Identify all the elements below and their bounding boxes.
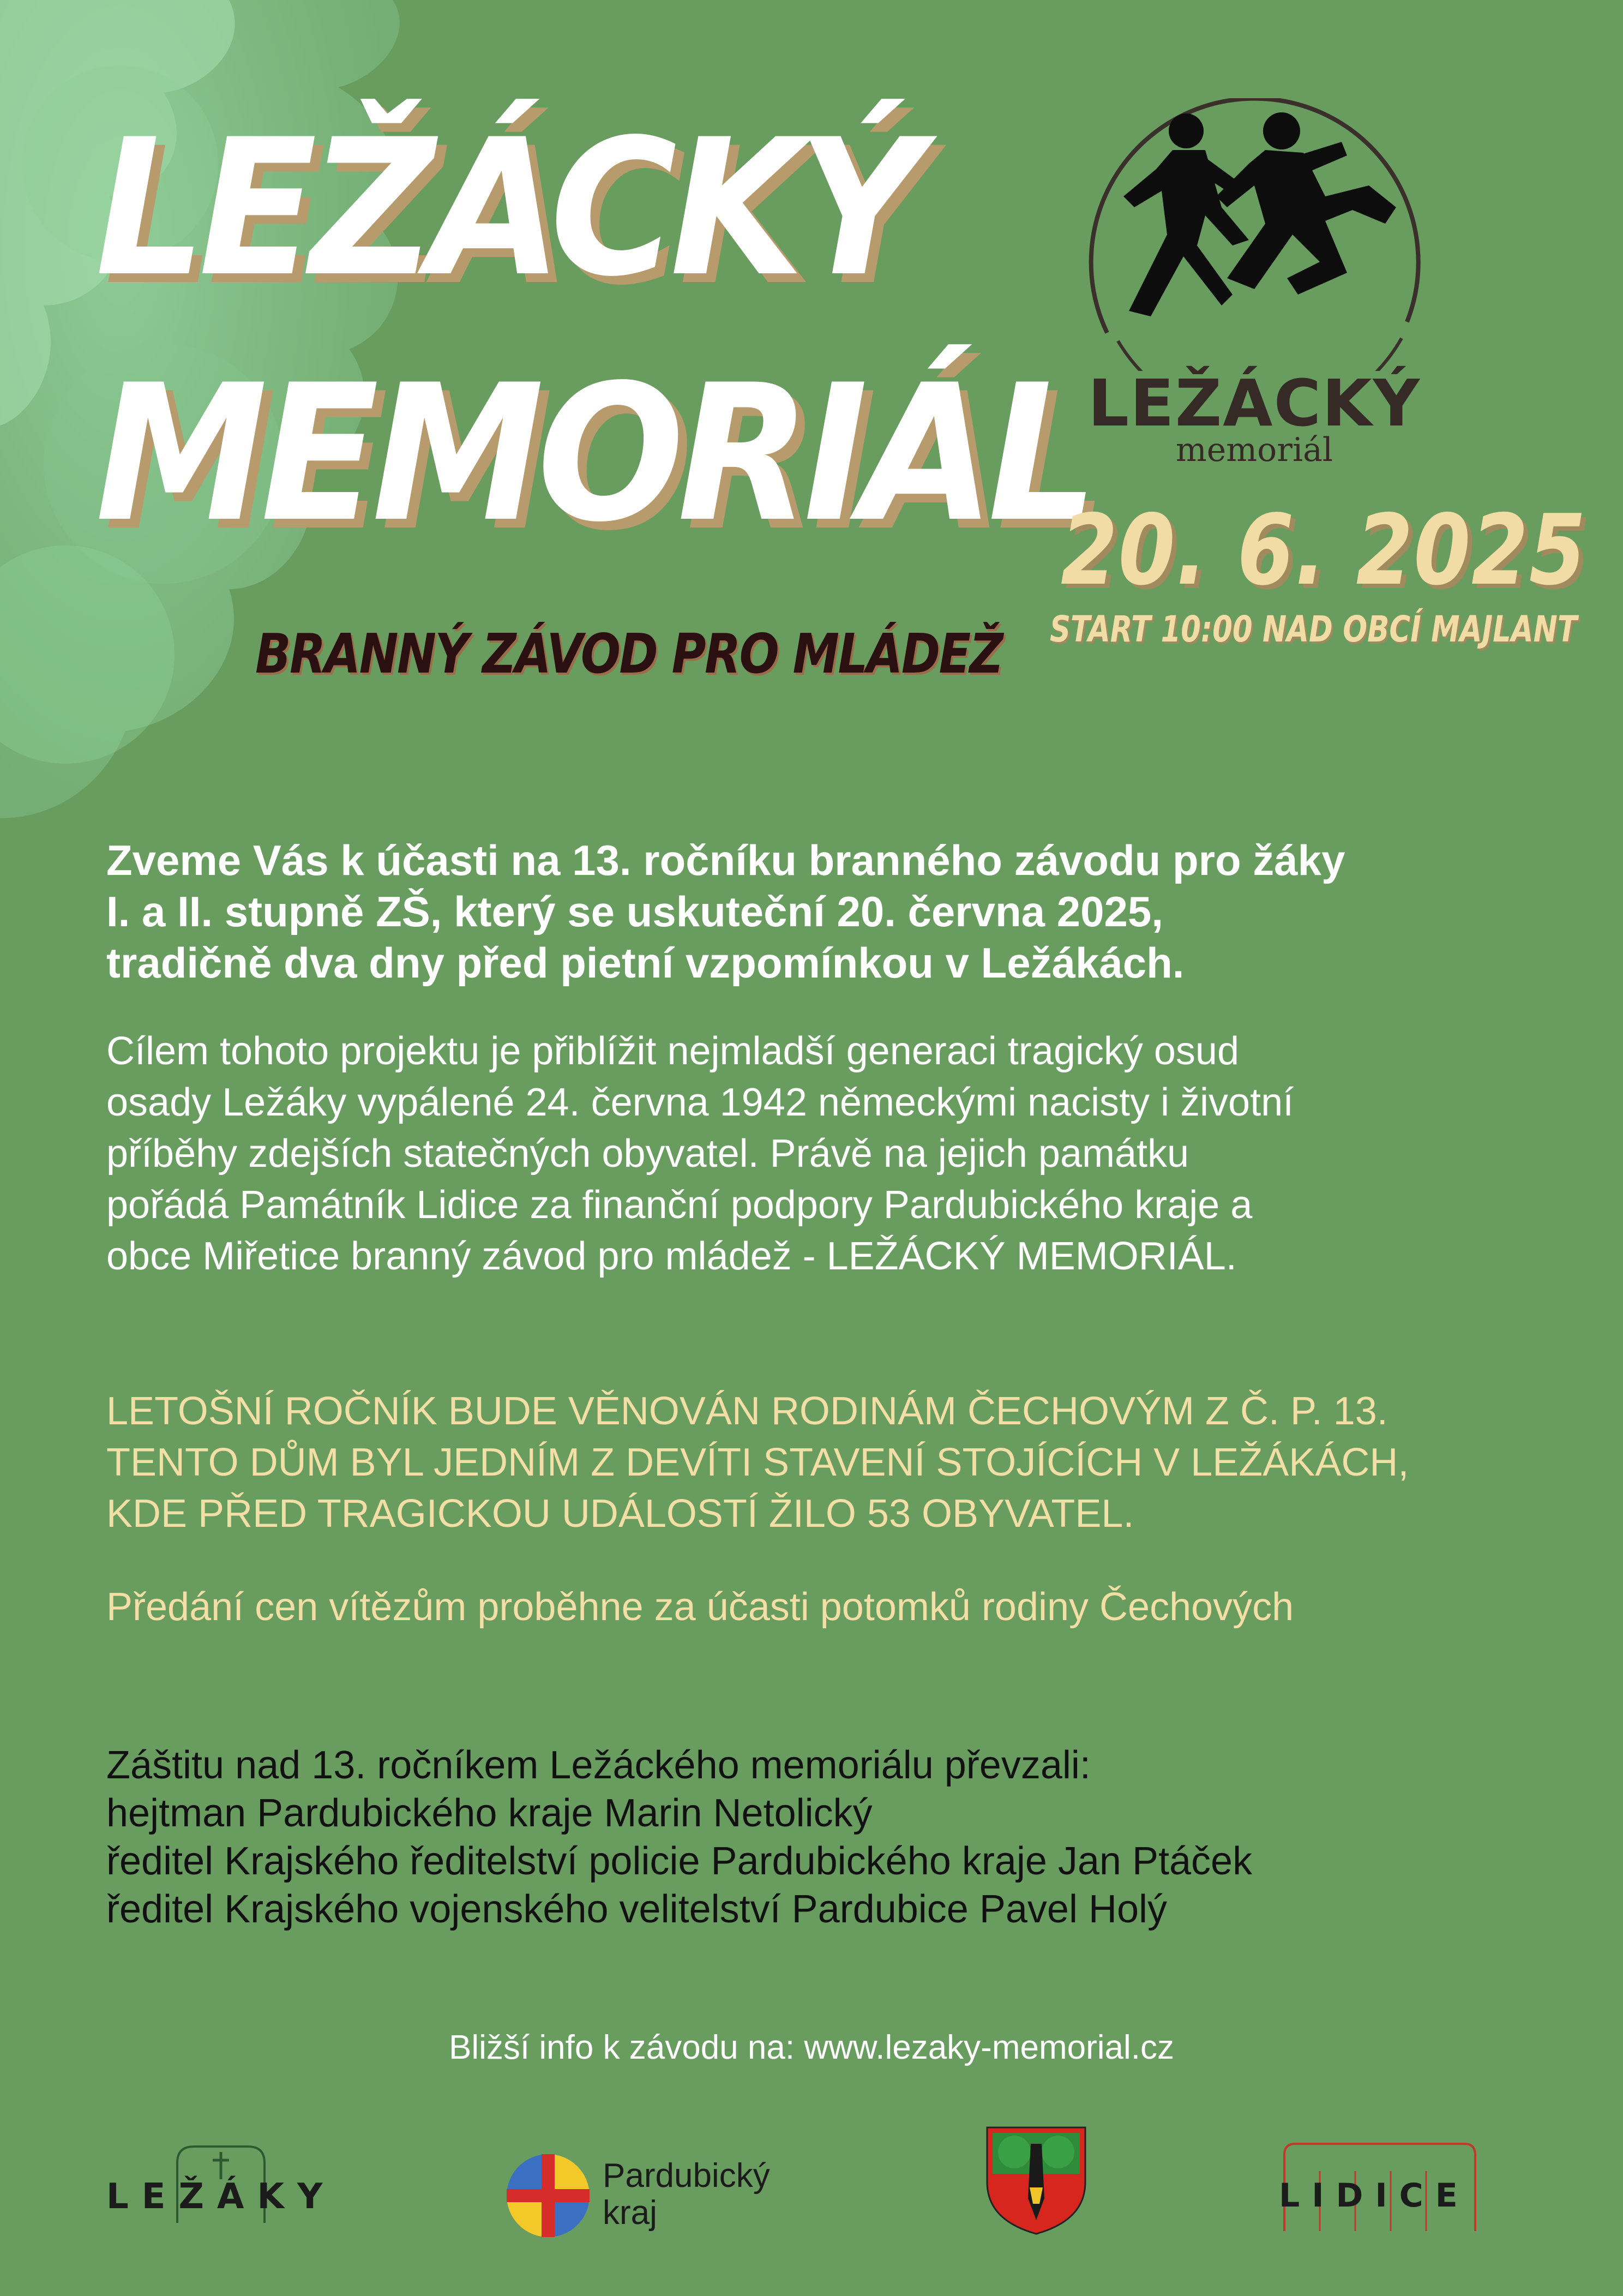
lezaky-logo-text: LEŽÁKY <box>106 2177 336 2217</box>
event-date: 20. 6. 2025 <box>1061 494 1587 607</box>
pardubicky-kraj-logo <box>504 2141 788 2239</box>
project-line: příběhy zdejších statečných obyvatel. Právě na jejich památku <box>106 1132 1189 1176</box>
info-link-text: Bližší info k závodu na: www.lezaky-memorial.cz <box>448 2029 1174 2066</box>
patronage-line: hejtman Pardubického kraje Marin Netolický <box>106 1791 873 1835</box>
project-line: pořádá Památník Lidice za finanční podpory Pardubického kraje a <box>106 1183 1253 1227</box>
patronage-line: ředitel Krajského ředitelství policie Pardubického kraje Jan Ptáček <box>106 1839 1253 1883</box>
pardubicky-line2: kraj <box>603 2194 657 2232</box>
runners-silhouette-icon <box>1069 98 1440 371</box>
logo-subtitle: memoriál <box>1175 431 1333 469</box>
project-line: osady Ležáky vypálené 24. června 1942 německými nacisty i životní <box>106 1081 1294 1124</box>
patronage-line: ředitel Krajského vojenského velitelství Pardubice Pavel Holý <box>106 1887 1167 1931</box>
lidice-logo <box>1279 2138 1481 2237</box>
pardubicky-kraj-text <box>603 2157 770 2232</box>
logo-name: LEŽÁCKÝ <box>1087 365 1421 441</box>
patronage-line: Záštitu nad 13. ročníkem Ležáckého memoriálu převzali: <box>106 1743 1091 1787</box>
dedication-paragraph <box>106 1386 1516 1539</box>
title-line-1: LEŽÁCKÝ <box>95 99 916 318</box>
project-line: obce Miřetice branný závod pro mládež - LEŽÁCKÝ MEMORIÁL. <box>106 1234 1237 1278</box>
pardubicky-emblem-icon <box>504 2152 592 2239</box>
intro-line: tradičně dva dny před pietní vzpomínkou v Ležákách. <box>106 939 1185 987</box>
coat-of-arms-icon <box>982 2122 1091 2237</box>
project-line: Cílem tohoto projektu je přiblížit nejmladší generaci tragický osud <box>106 1029 1239 1073</box>
intro-paragraph <box>106 835 1516 988</box>
dedication-line: KDE PŘED TRAGICKOU UDÁLOSTÍ ŽILO 53 OBYVATEL. <box>106 1492 1134 1536</box>
title-line-2: MEMORIÁL <box>95 345 1091 563</box>
patronage-paragraph <box>106 1741 1516 1933</box>
memorial-logo <box>1069 98 1440 480</box>
project-paragraph <box>106 1026 1516 1282</box>
start-info: START 10:00 NAD OBCÍ MAJLANT <box>1050 608 1577 650</box>
awards-text: Předání cen vítězům proběhne za účasti potomků rodiny Čechových <box>106 1585 1294 1629</box>
intro-line: Zveme Vás k účasti na 13. ročníku branného závodu pro žáky <box>106 836 1345 884</box>
lezaky-logo <box>106 2141 335 2239</box>
lidice-logo-text: LIDICE <box>1279 2177 1470 2215</box>
pardubicky-line1: Pardubický <box>603 2157 770 2195</box>
subtitle: BRANNÝ ZÁVOD PRO MLÁDEŽ <box>255 622 1002 686</box>
intro-line: I. a II. stupně ZŠ, který se uskuteční 20. června 2025, <box>106 888 1163 936</box>
dedication-line: TENTO DŮM BYL JEDNÍM Z DEVÍTI STAVENÍ STOJÍCÍCH V LEŽÁKÁCH, <box>106 1441 1409 1484</box>
dedication-line: LETOŠNÍ ROČNÍK BUDE VĚNOVÁN RODINÁM ČECHOVÝM Z Č. P. 13. <box>106 1389 1388 1433</box>
